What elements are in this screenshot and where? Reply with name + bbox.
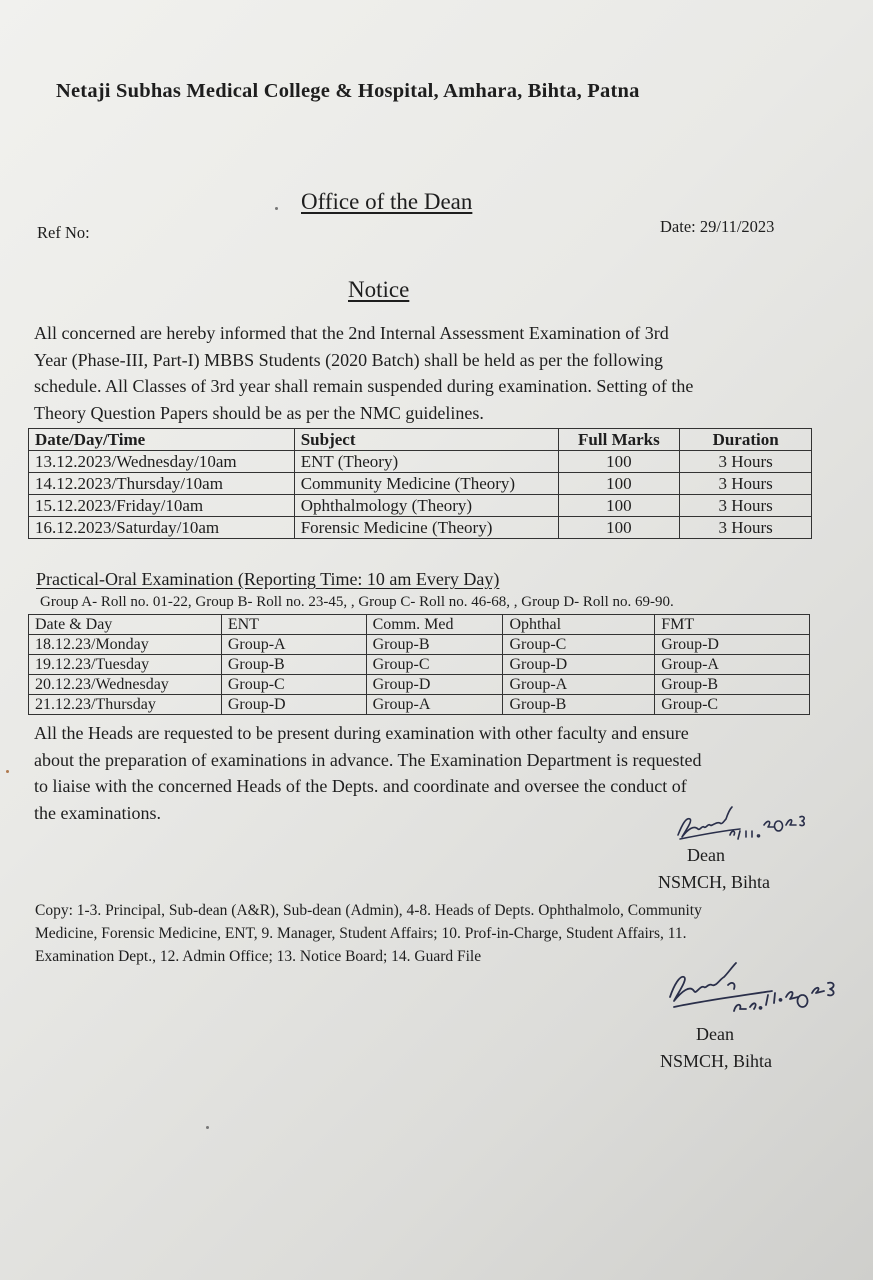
table-header-row [29,615,810,635]
table-row [29,675,810,695]
table-cell: Forensic Medicine (Theory) [294,517,558,539]
table-row [29,695,810,715]
table-cell: 18.12.23/Monday [29,635,222,655]
table-cell: Ophthalmology (Theory) [294,495,558,517]
signature-2-title: Dean [696,1024,734,1044]
table-cell: 3 Hours [680,451,812,473]
copy-line: Copy: 1-3. Principal, Sub-dean (A&R), Sub-dean (Admin), 4-8. Heads of Depts. Ophthalmolo, Community [35,902,702,919]
table-cell: 15.12.2023/Friday/10am [29,495,295,517]
table-cell: 13.12.2023/Wednesday/10am [29,451,295,473]
table-cell: Group-D [221,695,366,715]
header-cell: Duration [680,429,812,451]
paper-speck [275,207,278,210]
table-cell: Group-A [366,695,503,715]
copy-line: Medicine, Forensic Medicine, ENT, 9. Manager, Student Affairs; 10. Prof-in-Charge, Student Affairs, 11. [35,925,687,942]
dean-signature-2 [662,955,852,1025]
header-cell: Comm. Med [366,615,503,635]
table-cell: Group-A [655,655,810,675]
practical-title: Practical-Oral Examination (Reporting Time: 10 am Every Day) [36,569,500,589]
table-row [29,635,810,655]
intro-line: schedule. All Classes of 3rd year shall remain suspended during examination. Setting of the [34,376,694,396]
signature-1-org: NSMCH, Bihta [658,872,771,892]
table-header-row [29,429,812,451]
practical-schedule-table [28,614,810,715]
table-cell: Community Medicine (Theory) [294,473,558,495]
paper-speck [206,1126,209,1129]
table-row [29,517,812,539]
table-cell: Group-D [503,655,655,675]
header-cell: ENT [221,615,366,635]
table-cell: Group-B [366,635,503,655]
intro-line: All concerned are hereby informed that the 2nd Internal Assessment Examination of 3rd [34,323,669,343]
table-cell: Group-C [655,695,810,715]
closing-line: All the Heads are requested to be present during examination with other faculty and ensure [34,723,689,743]
table-cell: Group-C [221,675,366,695]
table-cell: Group-C [503,635,655,655]
table-cell: 100 [558,495,680,517]
table-cell: Group-D [366,675,503,695]
closing-line: to liaise with the concerned Heads of the Depts. and coordinate and oversee the conduct of [34,776,687,796]
table-cell: Group-B [221,655,366,675]
table-row [29,655,810,675]
table-cell: Group-A [221,635,366,655]
header-cell: Full Marks [558,429,680,451]
dean-signature-1 [670,795,840,850]
paper-speck [6,770,9,773]
table-cell: Group-D [655,635,810,655]
table-cell: 3 Hours [680,495,812,517]
intro-paragraph [34,320,824,426]
table-cell: 21.12.23/Thursday [29,695,222,715]
table-cell: 100 [558,473,680,495]
table-cell: 16.12.2023/Saturday/10am [29,517,295,539]
signature-1-title: Dean [687,845,725,865]
table-row [29,473,812,495]
notice-heading: Notice [348,277,410,302]
header-cell: FMT [655,615,810,635]
header-cell: Date/Day/Time [29,429,295,451]
closing-line: the examinations. [34,802,161,823]
table-row [29,451,812,473]
notice-date: Date: 29/11/2023 [660,217,775,236]
group-roll-numbers: Group A- Roll no. 01-22, Group B- Roll no. 23-45, , Group C- Roll no. 46-68, , Group D- Roll no. 69-90. [40,594,674,610]
table-cell: 14.12.2023/Thursday/10am [29,473,295,495]
table-cell: 19.12.23/Tuesday [29,655,222,675]
table-cell: Group-C [366,655,503,675]
header-cell: Subject [294,429,558,451]
copy-line: Examination Dept., 12. Admin Office; 13. Notice Board; 14. Guard File [35,948,482,965]
table-cell: 100 [558,451,680,473]
table-cell: Group-A [503,675,655,695]
table-row [29,495,812,517]
header-cell: Ophthal [503,615,655,635]
intro-line: Year (Phase-III, Part-I) MBBS Students (2020 Batch) shall be held as per the following [34,349,664,370]
closing-line: about the preparation of examinations in advance. The Examination Department is requested [34,749,702,770]
signature-2-org: NSMCH, Bihta [660,1051,773,1071]
table-cell: Group-B [503,695,655,715]
table-cell: 100 [558,517,680,539]
table-cell: 3 Hours [680,517,812,539]
header-cell: Date & Day [29,615,222,635]
ref-number: Ref No: [37,223,90,242]
table-cell: Group-B [655,675,810,695]
table-cell: 20.12.23/Wednesday [29,675,222,695]
college-name: Netaji Subhas Medical College & Hospital, Amhara, Bihta, Patna [56,80,640,102]
office-title: Office of the Dean [301,189,473,214]
table-cell: 3 Hours [680,473,812,495]
table-cell: ENT (Theory) [294,451,558,473]
intro-line: Theory Question Papers should be as per the NMC guidelines. [34,402,484,423]
theory-schedule-table [28,428,812,539]
